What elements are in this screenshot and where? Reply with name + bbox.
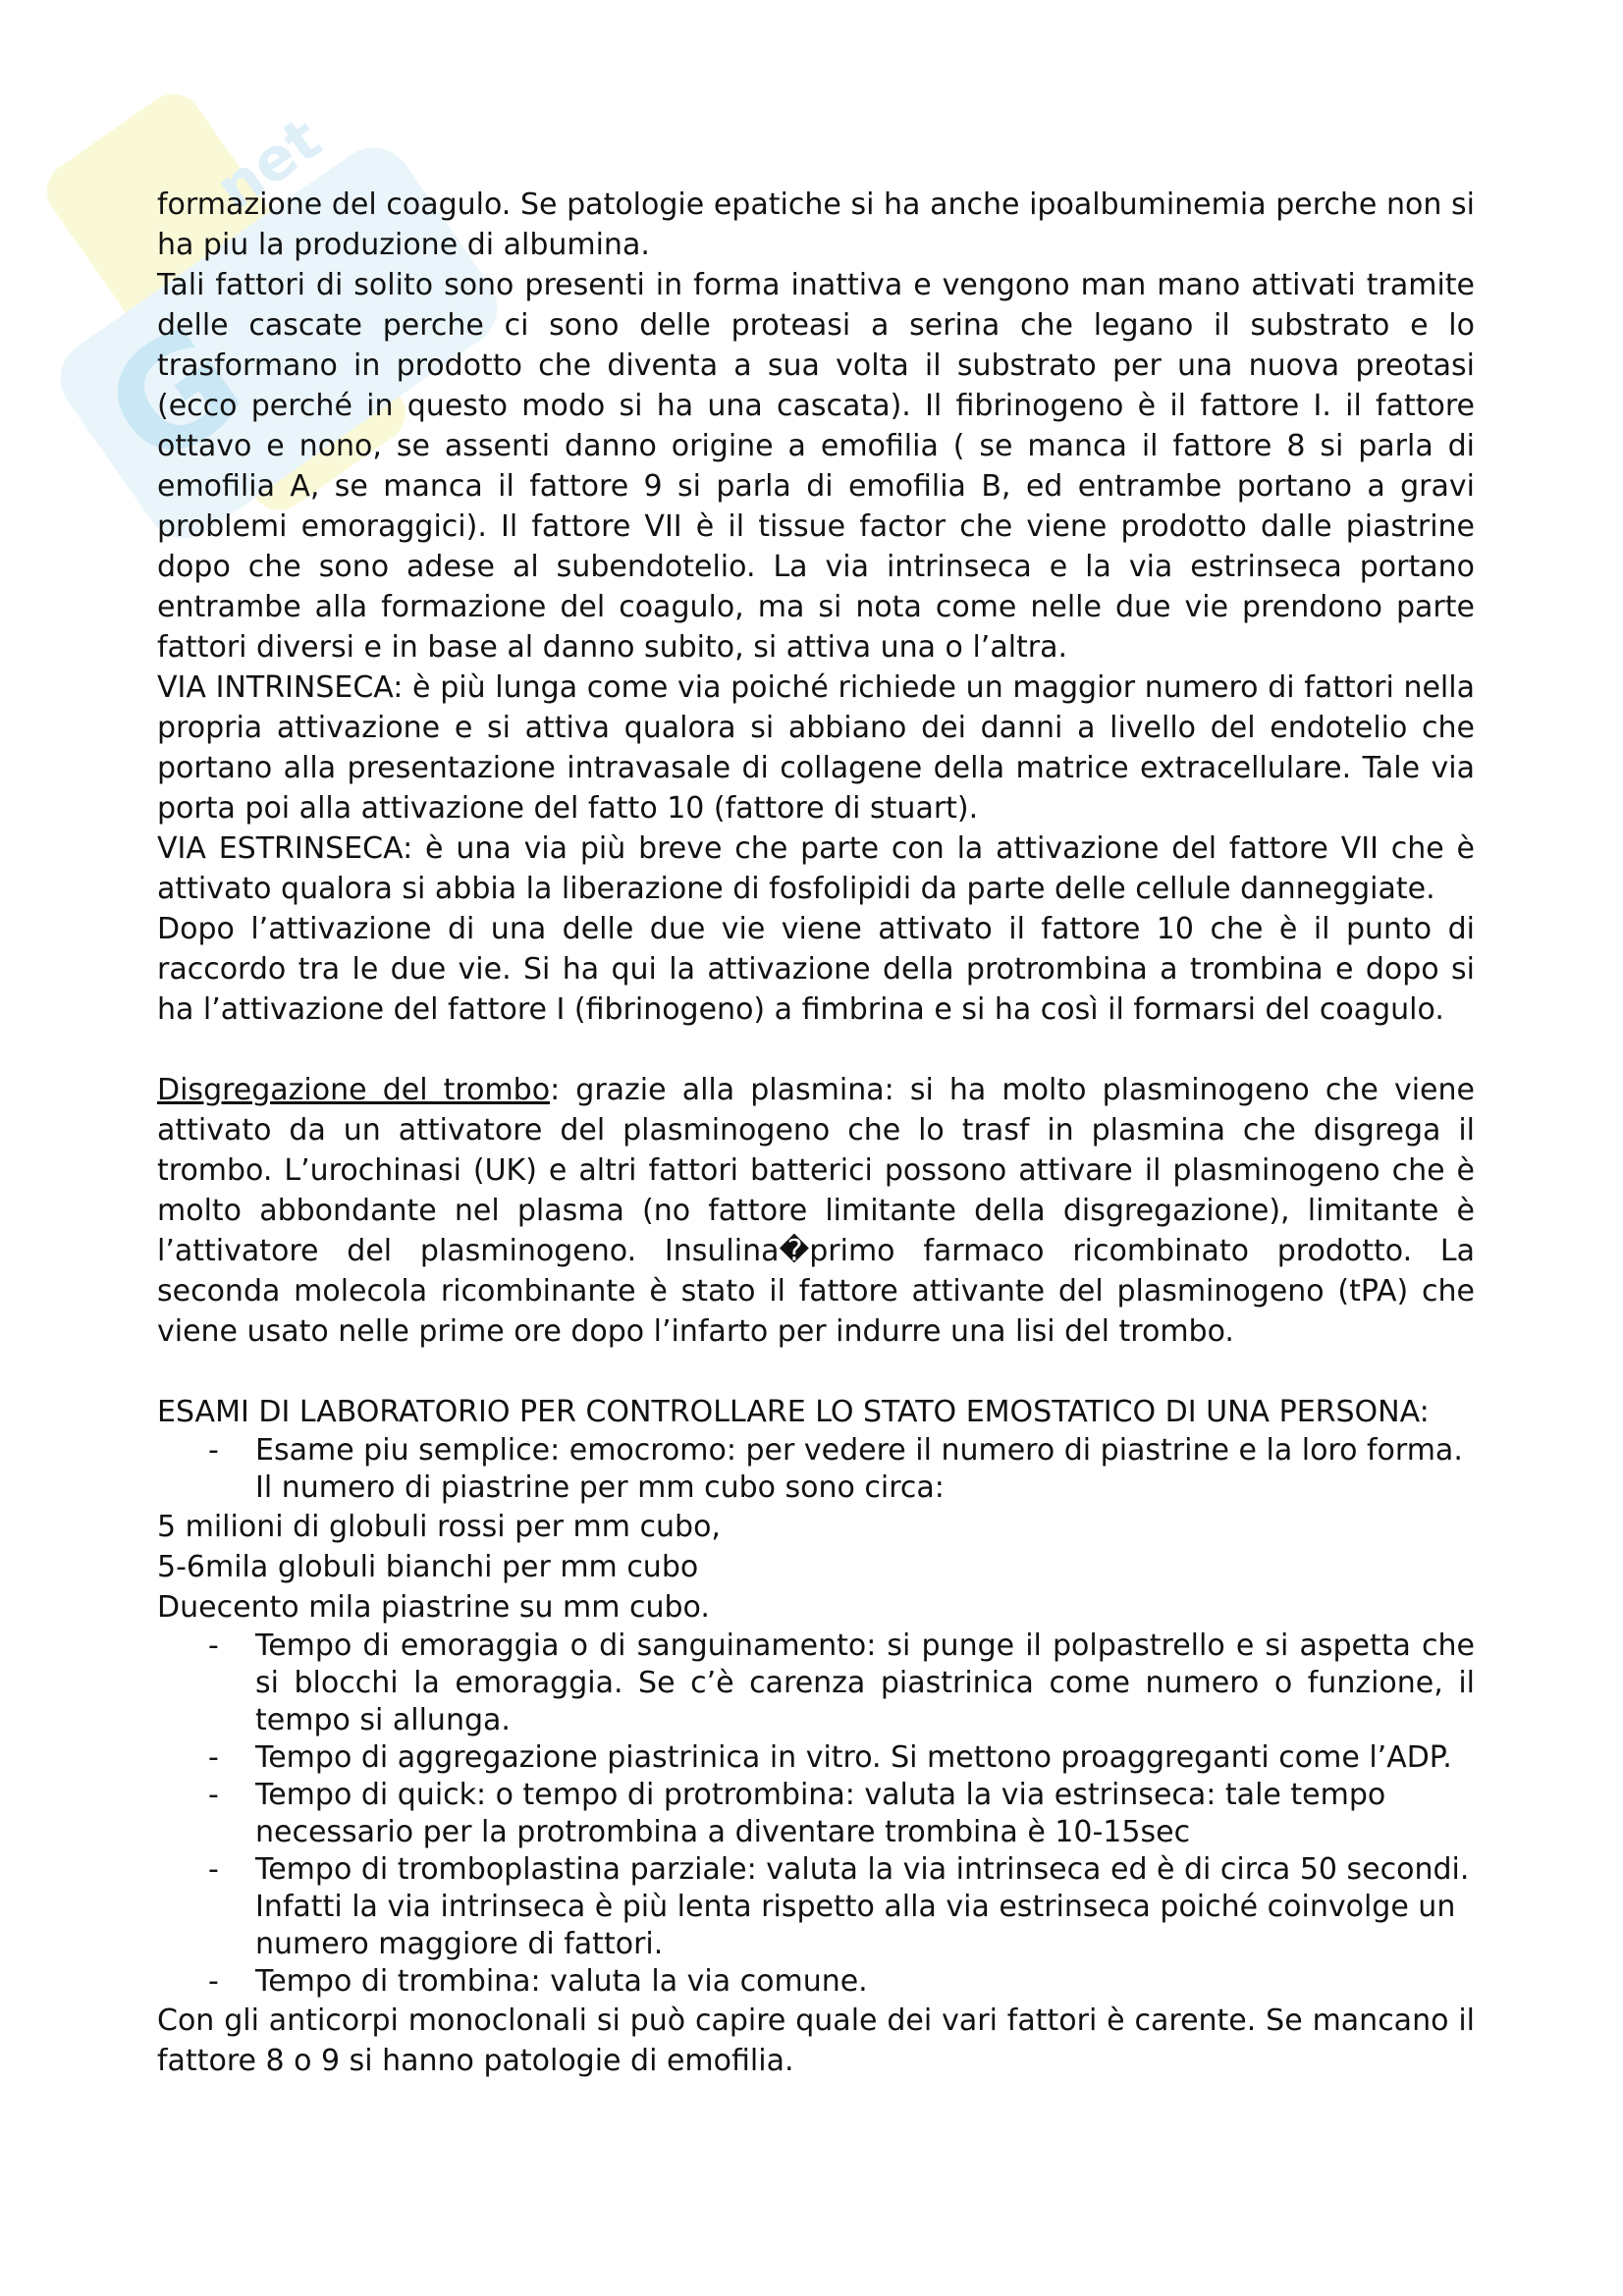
paragraph-via-estrinseca: VIA ESTRINSECA: è una via più breve che parte con la attivazione del fattore VII che è attivato qualora si abbia la liberazione di fosfolipidi da parte delle cellule danneggiate.: [157, 831, 1475, 906]
list-item: - Tempo di tromboplastina parziale: valuta la via intrinseca ed è di circa 50 secondi. Infatti la via intrinseca è più lenta rispetto alla via estrinseca poiché coinvolge un numero maggiore di fattori.: [157, 1851, 1475, 1963]
list-item: - Tempo di aggregazione piastrinica in vitro. Si mettono proaggreganti come l’ADP.: [157, 1739, 1475, 1777]
svg-text:G: G: [76, 292, 274, 502]
svg-text:net: net: [203, 104, 334, 225]
paragraph-fattore-10: Dopo l’attivazione di una delle due vie viene attivato il fattore 10 che è il punto di raccordo tra le due vie. Si ha qui la attivazione della protrombina a trombina e dopo si ha l’attivazione del fattore I (fibrinogeno) a fimbrina e si ha così il formarsi del coagulo.: [157, 912, 1475, 1027]
list-esami-1: [157, 1432, 1475, 1507]
heading-esami: ESAMI DI LABORATORIO PER CONTROLLARE LO STATO EMOSTATICO DI UNA PERSONA:: [157, 1395, 1430, 1429]
blank-line: [157, 1030, 1475, 1070]
document-page: [157, 185, 1475, 2081]
blank-line: [157, 1352, 1475, 1392]
paragraph-coagulo: formazione del coagulo. Se patologie epatiche si ha anche ipoalbuminemia perche non si ha piu la produzione di albumina.: [157, 187, 1475, 262]
line-globuli-rossi: 5 milioni di globuli rossi per mm cubo,: [157, 1510, 721, 1544]
line-globuli-bianchi: 5-6mila globuli bianchi per mm cubo: [157, 1550, 699, 1584]
list-item: - Tempo di emoraggia o di sanguinamento: si punge il polpastrello e si aspetta che si blocchi la emoraggia. Se c’è carenza piastrinica come numero o funzione, il tempo si allunga.: [157, 1628, 1475, 1739]
paragraph-disgregazione: [157, 1070, 1475, 1352]
list-item: - Tempo di trombina: valuta la via comune.: [157, 1963, 1475, 2001]
list-esami-2: [157, 1628, 1475, 2001]
heading-disgregazione: Disgregazione del trombo: [157, 1073, 551, 1107]
paragraph-closing: Con gli anticorpi monoclonali si può capire quale dei vari fattori è carente. Se mancano il fattore 8 o 9 si hanno patologie di emofilia.: [157, 2003, 1475, 2078]
line-piastrine: Duecento mila piastrine su mm cubo.: [157, 1590, 710, 1625]
list-item: - Tempo di quick: o tempo di protrombina: valuta la via estrinseca: tale tempo necessario per la protrombina a diventare trombina è 10-15sec: [157, 1777, 1475, 1851]
disgregazione-body: : grazie alla plasmina: si ha molto plasminogeno che viene attivato da un attivatore del plasminogeno che lo trasf in plasmina che disgrega il trombo. L’urochinasi (UK) e altri fattori batterici possono attivare il plasminogeno che è molto abbondante nel plasma (no fattore limitante della disgregazione), limitante è l’attivatore del plasminogeno. Insulina�primo farmaco ricombinato prodotto. La seconda molecola ricombinante è stato il fattore attivante del plasminogeno (tPA) che viene usato nelle prime ore dopo l’infarto per indurre una lisi del trombo.: [157, 1073, 1475, 1349]
paragraph-via-intrinseca: VIA INTRINSECA: è più lunga come via poiché richiede un maggior numero di fattori nella propria attivazione e si attiva qualora si abbiano dei danni a livello del endotelio che portano alla presentazione intravasale di collagene della matrice extracellulare. Tale via porta poi alla attivazione del fatto 10 (fattore di stuart).: [157, 670, 1475, 826]
list-item: - Esame piu semplice: emocromo: per vedere il numero di piastrine e la loro forma. Il numero di piastrine per mm cubo sono circa:: [157, 1432, 1475, 1507]
paragraph-cascata: Tali fattori di solito sono presenti in forma inattiva e vengono man mano attivati tramite delle cascate perche ci sono delle proteasi a serina che legano il substrato e lo trasformano in prodotto che diventa a sua volta il substrato per una nuova preotasi (ecco perché in questo modo si ha una cascata). Il fibrinogeno è il fattore I. il fattore ottavo e nono, se assenti danno origine a emofilia ( se manca il fattore 8 si parla di emofilia A, se manca il fattore 9 si parla di emofilia B, ed entrambe portano a gravi problemi emoraggici). Il fattore VII è il tissue factor che viene prodotto dalle piastrine dopo che sono adese al subendotelio. La via intrinseca e la via estrinseca portano entrambe alla formazione del coagulo, ma si nota come nelle due vie prendono parte fattori diversi e in base al danno subito, si attiva una o l’altra.: [157, 268, 1475, 665]
